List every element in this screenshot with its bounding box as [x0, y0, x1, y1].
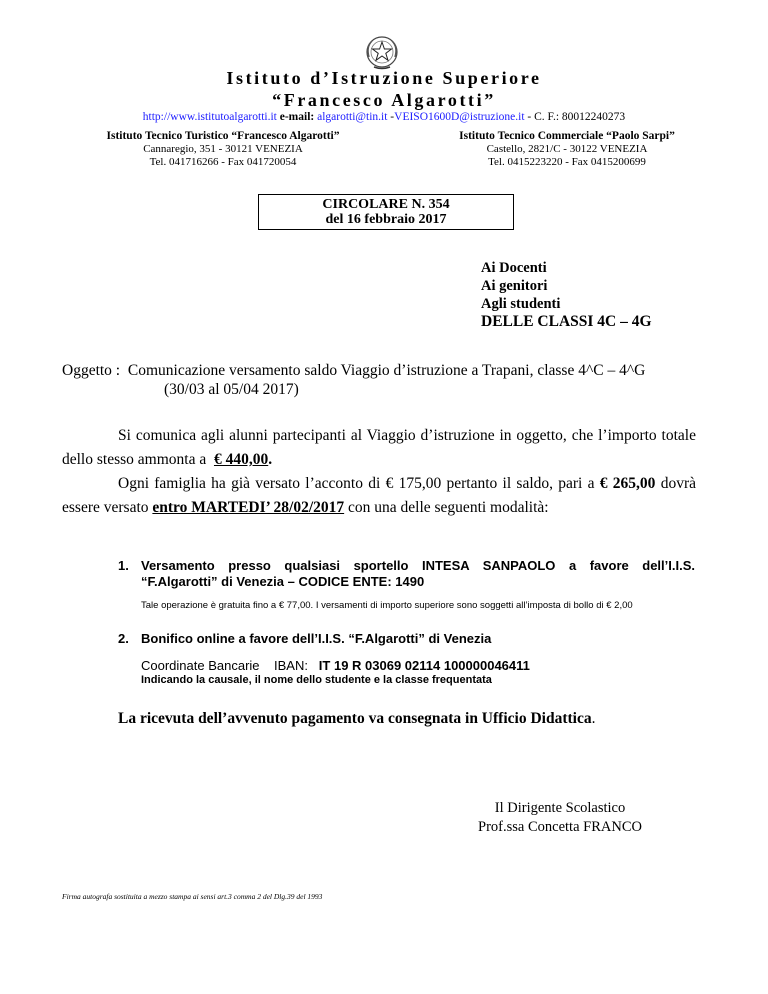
email-link-2[interactable]: VEISO1600D@istruzione.it: [394, 111, 525, 123]
method-2-note: Indicando la causale, il nome dello studente e la classe frequentata: [141, 674, 492, 686]
method-1-line-2: “F.Algarotti” di Venezia – CODICE ENTE: 1490: [141, 574, 425, 589]
circular-number: CIRCOLARE N. 354: [322, 197, 450, 212]
signature-role: Il Dirigente Scolastico: [494, 800, 626, 816]
paragraph-2-text: essere versato: [62, 499, 153, 516]
iban-value: IT 19 R 03069 02114 100000046411: [318, 658, 530, 673]
school-name: Istituto Tecnico Turistico “Francesco Algarotti”: [106, 130, 340, 142]
recipients: [481, 259, 652, 331]
paragraph-1-line-1: Si comunica agli alunni partecipanti al Viaggio d’istruzione in oggetto, che l’importo totale: [118, 427, 696, 444]
institute-title: Istituto d’Istruzione Superiore: [226, 68, 542, 88]
signature-block: [440, 799, 680, 837]
recipient-item: Ai genitori: [481, 278, 548, 294]
subject-line-2: (30/03 al 05/04 2017): [164, 381, 299, 398]
school-address: Cannaregio, 351 - 30121 VENEZIA: [143, 143, 303, 155]
italian-republic-emblem-icon: [362, 33, 402, 71]
website-link[interactable]: http://www.istitutoalgarotti.it: [142, 111, 277, 123]
receipt-text: La ricevuta dell’avvenuto pagamento va consegnata in Ufficio Didattica: [118, 710, 592, 727]
balance-amount: € 265,00: [599, 475, 656, 492]
paragraph-2-text-end: con una delle seguenti modalità:: [344, 499, 549, 516]
paragraph-1-text: dello stesso ammonta a: [62, 451, 211, 468]
recipient-item: DELLE CLASSI 4C – 4G: [481, 313, 652, 330]
bank-label: Coordinate Bancarie: [141, 658, 260, 673]
email-separator: -: [387, 111, 395, 123]
contact-line: [0, 111, 768, 123]
method-2-number: 2.: [118, 631, 129, 646]
total-amount: € 440,00: [213, 451, 269, 468]
school-address: Castello, 2821/C - 30122 VENEZIA: [486, 143, 648, 155]
paragraph-1-line-2: [62, 451, 272, 469]
total-amount-end: .: [268, 451, 273, 468]
receipt-end: .: [591, 710, 596, 727]
deadline: entro MARTEDI’ 28/02/2017: [152, 499, 345, 516]
paragraph-2-text: Ogni famiglia ha già versato l’acconto di € 175,00 pertanto il saldo, pari a: [118, 475, 600, 492]
iban-label: IBAN:: [273, 658, 308, 673]
fiscal-code: - C. F.: 80012240273: [524, 111, 626, 123]
method-1-line-1: Versamento presso qualsiasi sportello INTESA SANPAOLO a favore dell’I.I.S.: [141, 558, 695, 573]
method-1-note: Tale operazione è gratuita fino a € 77,00. I versamenti di importo superiore sono soggetti all’imposta di bollo di € 2,00: [141, 600, 633, 611]
circular-date: del 16 febbraio 2017: [325, 212, 447, 227]
footer-note: Firma autografa sostituita a mezzo stampa ai sensi art.3 comma 2 del Dlg.39 del 1993: [62, 892, 323, 901]
school-right: [402, 130, 732, 169]
school-left: [58, 130, 388, 169]
paragraph-2-text-end: dovrà: [655, 475, 696, 492]
subject-label: Oggetto :: [62, 362, 121, 379]
paragraph-2-line-1: [118, 475, 696, 493]
bank-details: [141, 658, 530, 673]
subject-line-1: Comunicazione versamento saldo Viaggio d’istruzione a Trapani, classe 4^C – 4^G: [127, 362, 646, 379]
school-phone: Tel. 041716266 - Fax 041720054: [149, 156, 297, 168]
signature-name: Prof.ssa Concetta FRANCO: [478, 819, 642, 835]
subject: [62, 361, 742, 399]
institute-name: “Francesco Algarotti”: [272, 90, 496, 110]
school-phone: Tel. 0415223220 - Fax 0415200699: [488, 156, 646, 168]
paragraph-2-line-2: [62, 499, 549, 517]
recipient-item: Agli studenti: [481, 296, 561, 312]
method-2-line-1: Bonifico online a favore dell’I.I.S. “F.Algarotti” di Venezia: [141, 631, 492, 646]
email-link-1[interactable]: algarotti@tin.it: [317, 111, 388, 123]
email-label: e-mail:: [279, 111, 315, 123]
recipient-item: Ai Docenti: [481, 260, 547, 276]
method-1-number: 1.: [118, 558, 129, 573]
receipt-notice: [118, 710, 595, 728]
circular-box: [258, 194, 514, 230]
school-name: Istituto Tecnico Commerciale “Paolo Sarpi”: [459, 130, 675, 142]
